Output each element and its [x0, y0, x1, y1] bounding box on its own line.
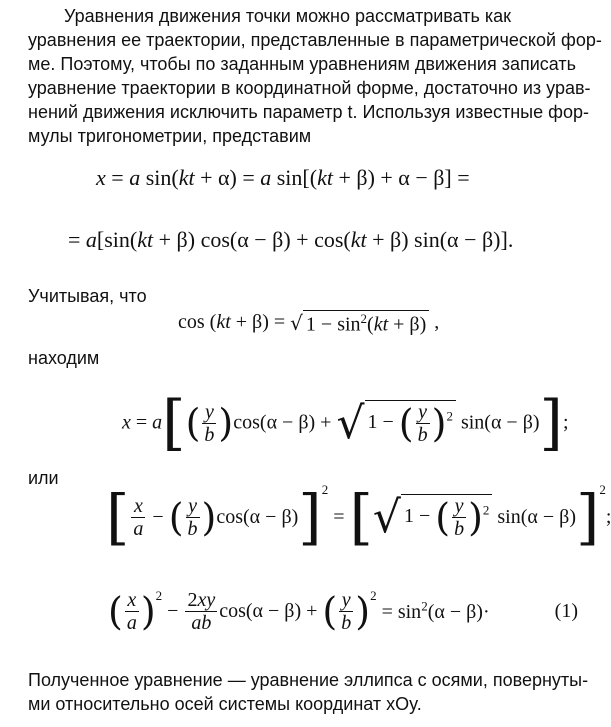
intro-line-1: Уравнения движения точки можно рассматривать как	[64, 6, 512, 26]
intro-line-5: нений движения исключить параметр t. Используя известные фор-	[28, 102, 589, 122]
intro-line-3: ме. Поэтому, чтобы по заданным уравнениям движения записать	[28, 54, 577, 74]
equation-x-sum-formula: = a[sin(kt + β) cos(α − β) + cos(kt + β) sin(α − β)].	[68, 227, 514, 252]
conclusion-paragraph	[28, 668, 588, 716]
intro-line-6: мулы тригонометрии, представим	[28, 126, 312, 146]
label-or: или	[28, 468, 59, 488]
equation-squared-both-sides: [ $\frac{x}{a}$ − ( $\frac{y}{b}$ )cos(α − β)]$^2$ = [√ 1 − ( $\frac{y}{b}$ )$^2$ sin(α − β)]$^2$;	[106, 482, 611, 553]
equation-ellipse: ( $\frac{x}{a}$ )$^2$ − $\frac{2xy}{ab}$ cos(α − β) + ( $\frac{y}{b}$ )$^2 = \sin^2(\alpha - \beta)\cdot$	[108, 588, 490, 634]
equation-number: (1)	[554, 600, 578, 622]
label-we-find: находим	[28, 348, 100, 368]
equation-x-expanded: x = a sin(kt + α) = a sin[(kt + β) + α − β] =	[96, 165, 470, 190]
intro-line-4: уравнение траектории в координатной форме, достаточно из урав-	[28, 78, 591, 98]
equation-cos-identity: cos (kt + β) = √ $1 - \sin^2(kt + \beta)$ ,	[178, 310, 440, 336]
conclusion-line-1: Полученное уравнение — уравнение эллипса с осями, повернуты-	[28, 670, 589, 690]
intro-line-2: уравнения ее траектории, представленные в параметрической фор-	[28, 30, 602, 50]
label-considering: Учитывая, что	[28, 286, 147, 306]
conclusion-line-2: ми относительно осей системы координат xOy.	[28, 694, 422, 714]
equation-x-of-y: x = a[( $\frac{y}{b}$ )cos(α − β) + √ 1 − ( $\frac{y}{b}$ )$^2$ sin(α − β)];	[122, 388, 569, 458]
intro-paragraph	[28, 4, 602, 148]
